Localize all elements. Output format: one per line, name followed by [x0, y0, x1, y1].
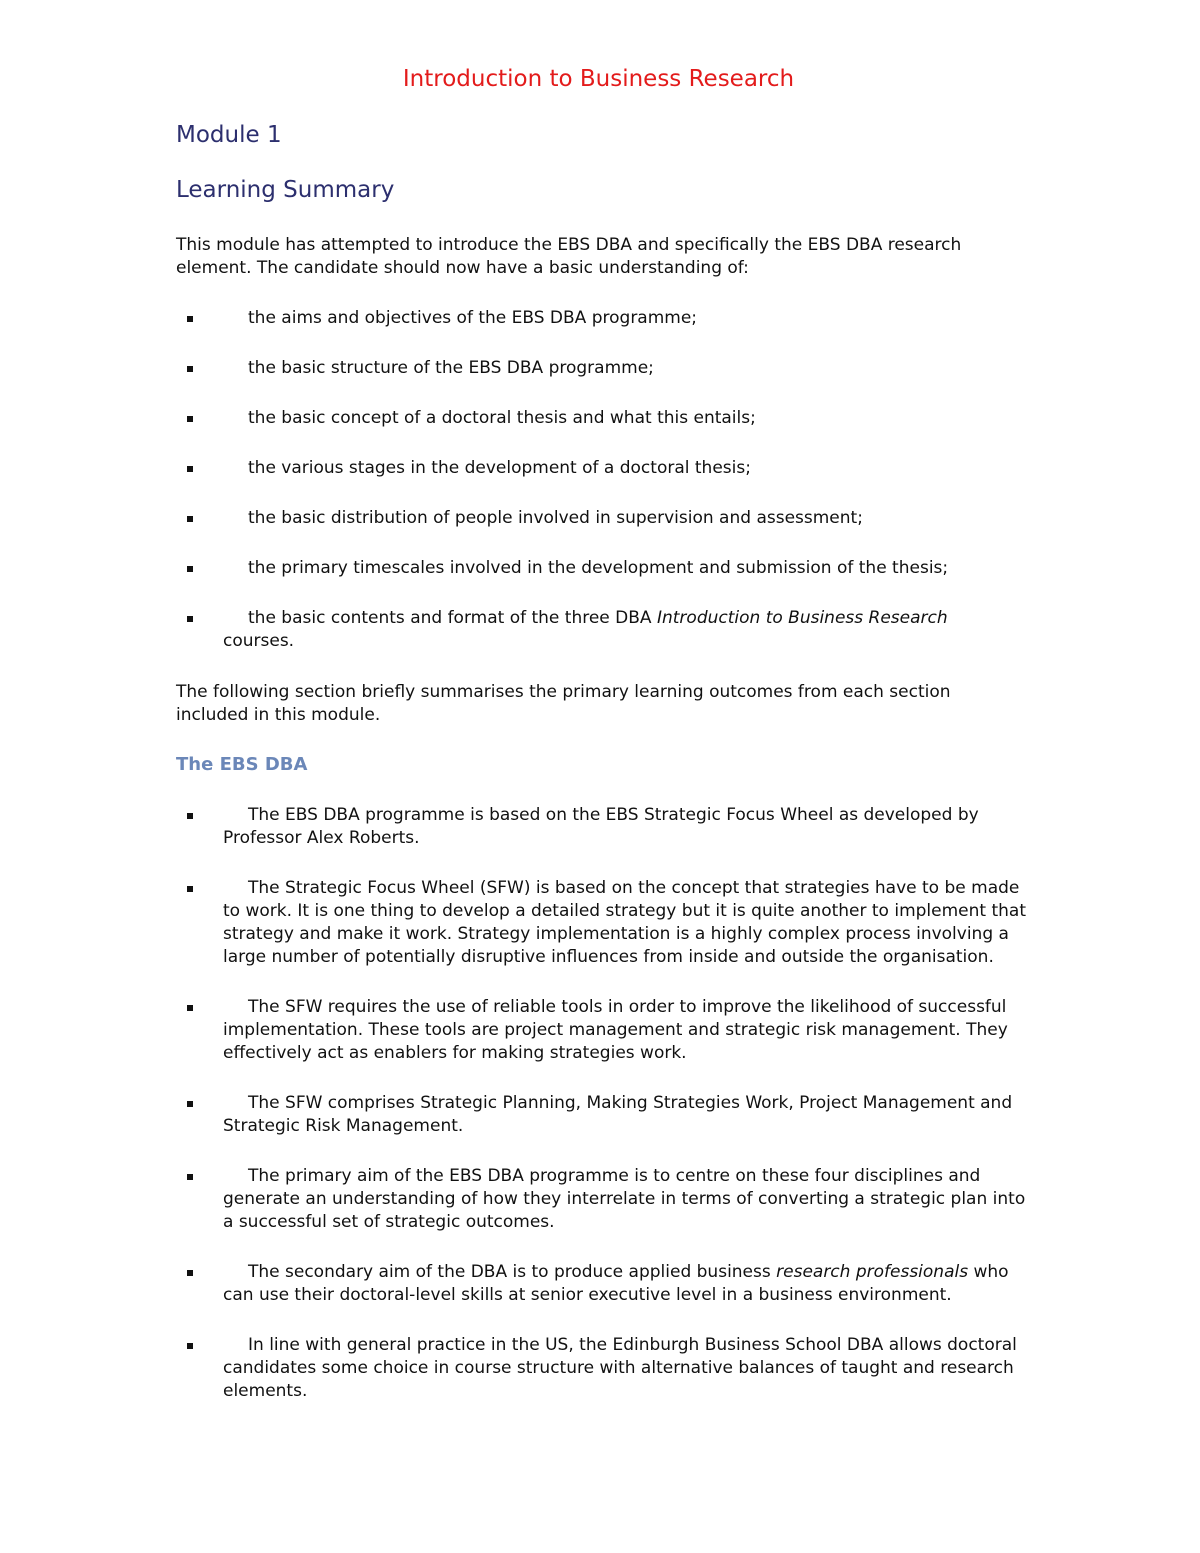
list-item: [176, 357, 1026, 380]
follow-paragraph: The following section briefly summarises the primary learning outcomes from each section included in this module.: [176, 682, 951, 725]
list-item-text: The EBS DBA programme is based on the EBS Strategic Focus Wheel as developed by Professor Alex Roberts.: [223, 805, 979, 848]
module-heading: Module 1: [176, 122, 282, 148]
bullet-marker: [187, 1343, 193, 1349]
list-item-text: the basic distribution of people involved in supervision and assessment;: [248, 508, 863, 528]
document-title: Introduction to Business Research: [402, 66, 795, 92]
list-item-text: The SFW comprises Strategic Planning, Making Strategies Work, Project Management and Strategic Risk Management.: [223, 1093, 1013, 1136]
list-item-text: The primary aim of the EBS DBA programme is to centre on these four disciplines and generate an understanding of how they interrelate in terms of converting a strategic plan into a successful set of strategic outcomes.: [223, 1166, 1026, 1232]
list-item: [176, 804, 1026, 850]
bullet-marker: [187, 516, 193, 522]
list-item-text: the basic contents and format of the three DBA: [248, 608, 657, 628]
list-item: [176, 1092, 1026, 1138]
list-item: [176, 1261, 1026, 1307]
list-item: [176, 1165, 1026, 1234]
bullet-marker: [187, 616, 193, 622]
list-item-text: The SFW requires the use of reliable tools in order to improve the likelihood of successful implementation. These tools are project management and strategic risk management. They effectively act as enablers for making strategies work.: [223, 997, 1008, 1063]
bullet-marker: [187, 1174, 193, 1180]
list-item: [176, 507, 1026, 530]
list-item: [176, 877, 1026, 969]
bullet-marker: [187, 466, 193, 472]
bullet-marker: [187, 316, 193, 322]
bullet-marker: [187, 886, 193, 892]
bullet-marker: [187, 1005, 193, 1011]
bullet-marker: [187, 366, 193, 372]
list-item-text: The secondary aim of the DBA is to produce applied business: [248, 1262, 777, 1282]
bullet-marker: [187, 566, 193, 572]
list-item-text: The Strategic Focus Wheel (SFW) is based on the concept that strategies have to be made to work. It is one thing to develop a detailed strategy but it is quite another to implement that strategy and make it work. Strategy implementation is a highly complex process involving a large number of potentially disruptive influences from inside and outside the organisation.: [223, 878, 1027, 967]
list-item: [176, 996, 1026, 1065]
list-item-text: the aims and objectives of the EBS DBA programme;: [248, 308, 698, 328]
summary-bullet-list: [176, 307, 1026, 680]
list-item-text: the primary timescales involved in the development and submission of the thesis;: [248, 558, 949, 578]
learning-summary-heading: Learning Summary: [176, 177, 395, 203]
bullet-marker: [187, 416, 193, 422]
list-item: [176, 557, 1026, 580]
section-heading-ebs-dba: The EBS DBA: [176, 754, 308, 775]
list-item-text: the various stages in the development of a doctoral thesis;: [248, 458, 751, 478]
bullet-marker: [187, 1270, 193, 1276]
list-item: [176, 307, 1026, 330]
section-bullet-list: [176, 804, 1026, 1430]
bullet-marker: [187, 813, 193, 819]
bullet-marker: [187, 1101, 193, 1107]
list-item-text: the basic concept of a doctoral thesis and what this entails;: [248, 408, 756, 428]
list-item: [176, 607, 1026, 653]
list-item: [176, 457, 1026, 480]
list-item-text: the basic structure of the EBS DBA programme;: [248, 358, 654, 378]
list-item-text: courses.: [223, 631, 295, 651]
list-item: [176, 407, 1026, 430]
course-title-italic: Introduction to Business Research: [656, 608, 948, 628]
list-item-text: In line with general practice in the US, the Edinburgh Business School DBA allows doctoral candidates some choice in course structure with alternative balances of taught and research elements.: [223, 1335, 1017, 1401]
list-item: [176, 1334, 1026, 1403]
intro-paragraph: This module has attempted to introduce the EBS DBA and specifically the EBS DBA research element. The candidate should now have a basic understanding of:: [176, 235, 962, 278]
list-item-text: who can use their doctoral-level skills at senior executive level in a business environment.: [223, 1262, 1009, 1305]
research-professionals-italic: research professionals: [776, 1262, 969, 1282]
